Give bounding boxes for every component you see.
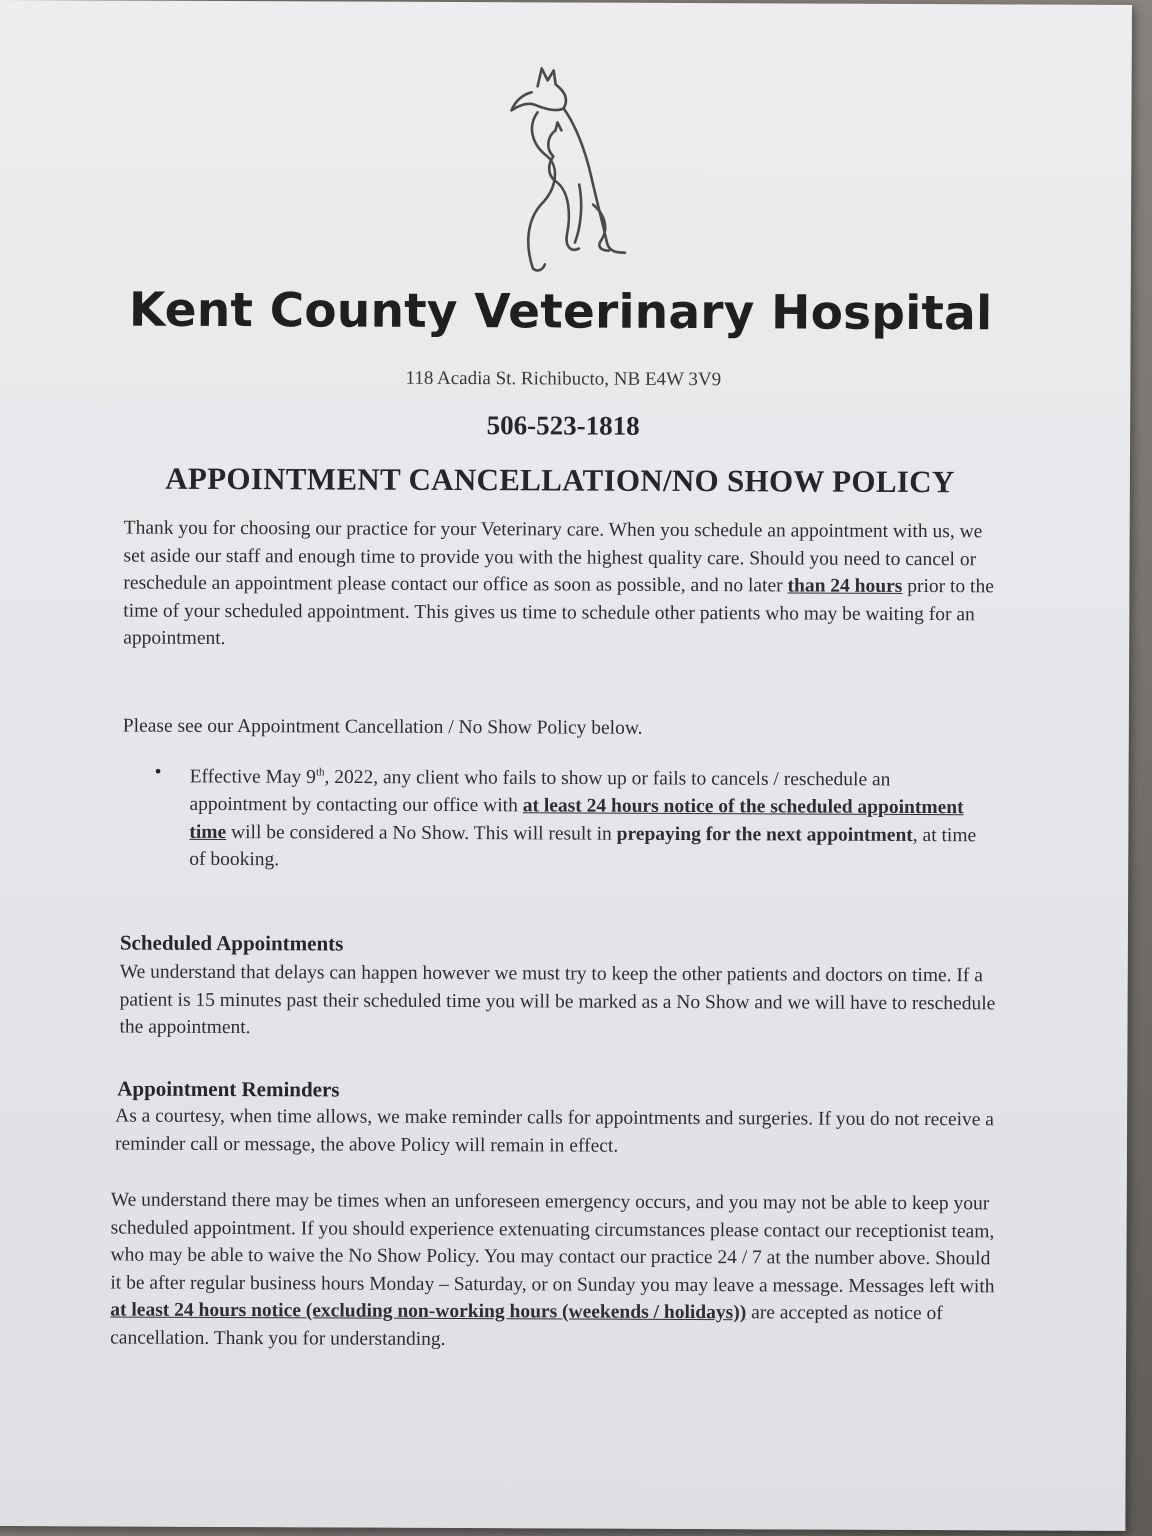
dog-and-cat-outline-logo [497,64,642,277]
bullet-icon: • [154,761,162,783]
clinic-name: Kent County Veterinary Hospital [128,282,993,342]
bullet-emphasis-2: prepaying for the next appointment [616,823,913,846]
policy-title: APPOINTMENT CANCELLATION/NO SHOW POLICY [165,460,955,500]
reminders-heading: Appointment Reminders [117,1076,340,1102]
reminders-body: As a courtesy, when time allows, we make reminder calls for appointments and surgeries. If you do not receive a reminder call or message, the above Policy will remain in effect. [114,1105,995,1157]
emergency-text-1: We understand there may be times when an unforeseen emergency occurs, and you may not be able to keep your scheduled appointment. If you should experience extenuating circumstances please contact our receptionist team, who may be able to waive the No Show Policy. You may contact our practice 24 / 7 at the number above. Should it be after regular business hours Monday – Saturday, or on Sunday you may leave a message. Messages left with [110,1189,995,1297]
clinic-phone: 506-523-1818 [486,410,640,441]
intro-text-2: prior to the time of your scheduled appointment. This gives us time to schedule other patients who may be waiting for an appointment. [123,575,994,649]
bullet-text-3: will be considered a No Show. This will result in [226,821,617,845]
see-below-text: Please see our Appointment Cancellation / No Show Policy below. [122,715,643,739]
bullet-text-1: Effective May 9 [189,766,317,788]
bullet-text [189,759,989,877]
bullet-text-2: , 2022, any client who fails to show up or fails to cancels / reschedule an appointment by contacting our office with [189,766,891,817]
intro-text-1: Thank you for choosing our practice for your Veterinary care. When you schedule an appointment with us, we set aside our staff and enough time to provide you with the highest quality care. Should you need to cancel or reschedule an appointment please contact our office as soon as possible, and no later [123,517,983,597]
intro-paragraph [123,515,1004,656]
policy-bullet [154,759,995,871]
bullet-text-4: , at time of booking. [189,824,977,871]
bullet-emphasis-1: at least 24 hours notice of the scheduled appointment time [189,795,964,843]
emergency-emphasis: at least 24 hours notice (excluding non-working hours (weekends / holidays)) [110,1299,747,1324]
scheduled-body: We understand that delays can happen however we must try to keep the other patients and doctors on time. If a patient is 15 minutes past their scheduled time you will be marked as a No Show and we will have to reschedule the appointment. [119,961,996,1039]
intro-emphasis: than 24 hours [787,575,903,597]
emergency-text-2: are accepted as notice of cancellation. Thank you for understanding. [110,1302,943,1350]
emergency-paragraph [110,1186,996,1355]
scheduled-heading: Scheduled Appointments [119,930,344,956]
clinic-address: 118 Acadia St. Richibucto, NB E4W 3V9 [405,367,722,391]
bullet-superscript: th [315,766,325,779]
